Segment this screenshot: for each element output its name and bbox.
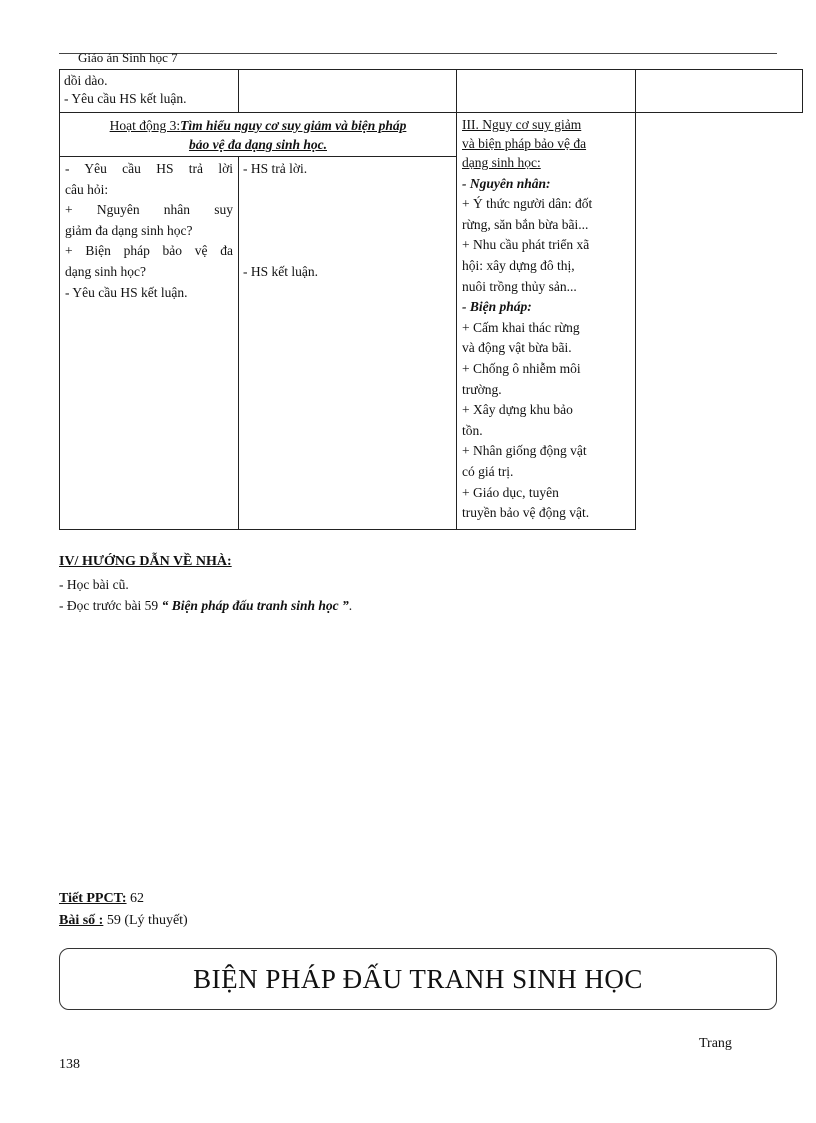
prev-row-col4 xyxy=(635,69,803,113)
measure-line: có giá trị. xyxy=(462,463,514,479)
activity-title-cont: bảo vệ đa dạng sinh học. xyxy=(188,137,327,152)
teacher-activity-cell xyxy=(59,156,239,530)
prev-row-col1 xyxy=(59,69,239,113)
prev-row-col2 xyxy=(238,69,457,113)
header-title: Giáo án Sinh học 7 xyxy=(78,50,178,65)
prev-row-line: - Yêu cầu HS kết luận. xyxy=(64,91,187,106)
cause-line: rừng, săn bắn bừa bãi... xyxy=(462,216,589,232)
measure-line: + Chống ô nhiễm môi xyxy=(462,360,581,376)
teacher-line: dạng sinh học? xyxy=(65,263,146,279)
cause-label: - Nguyên nhân: xyxy=(462,175,551,191)
teacher-line: - Yêu cầu HS kết luận. xyxy=(65,284,188,300)
period-value: 62 xyxy=(126,891,145,906)
page-number: 138 xyxy=(59,1057,80,1072)
cause-line: nuôi trồng thủy sản... xyxy=(462,278,577,294)
measure-line: tồn. xyxy=(462,422,483,438)
student-line: - HS kết luận. xyxy=(243,264,318,279)
teacher-line: câu hỏi: xyxy=(65,181,109,197)
prev-row-line: dồi dào. xyxy=(64,73,108,88)
activity-title: Tìm hiểu nguy cơ suy giảm và biện pháp xyxy=(180,118,407,133)
measure-line: + Xây dựng khu bảo xyxy=(462,402,573,418)
content-heading: và biện pháp bảo vệ đa xyxy=(462,136,587,151)
teacher-line: - Yêu cầu HS trả lời xyxy=(65,161,233,176)
homework-item-lesson: “ Biện pháp đấu tranh sinh học ” xyxy=(161,598,349,613)
content-cell xyxy=(456,112,636,530)
prev-row-col3 xyxy=(456,69,636,113)
content-heading: III. Nguy cơ suy giảm xyxy=(462,117,582,132)
student-line: - HS trả lời. xyxy=(243,161,308,176)
measure-line: + Cấm khai thác rừng xyxy=(462,319,580,335)
teacher-line: + Biện pháp bảo vệ đa xyxy=(65,243,233,259)
measure-line: + Giáo dục, tuyên xyxy=(462,484,559,500)
homework-item-suffix: . xyxy=(348,598,353,613)
measure-label: - Biện pháp: xyxy=(462,299,532,315)
cause-line: + Ý thức người dân: đốt xyxy=(462,196,593,212)
homework-item xyxy=(59,597,352,615)
lesson-number-line xyxy=(59,912,188,930)
lesson-label: Bài số : xyxy=(59,913,104,928)
cause-line: + Nhu cầu phát triển xã xyxy=(462,237,590,253)
period-line xyxy=(59,890,144,908)
page-label: Trang xyxy=(699,1036,732,1051)
homework-item: - Học bài cũ. xyxy=(59,577,129,592)
teacher-line: + Nguyên nhân suy xyxy=(65,202,233,218)
homework-title: IV/ HƯỚNG DẪN VỀ NHÀ: xyxy=(59,554,232,569)
measure-line: + Nhân giống động vật xyxy=(462,443,587,459)
lesson-title: BIỆN PHÁP ĐẤU TRANH SINH HỌC xyxy=(193,963,643,994)
content-heading: dạng sinh học: xyxy=(462,155,541,170)
student-activity-cell xyxy=(238,156,457,530)
period-label: Tiết PPCT: xyxy=(59,891,127,906)
cause-line: hội: xây dựng đô thị, xyxy=(462,257,575,273)
measure-line: trường. xyxy=(462,381,502,397)
lesson-title-box xyxy=(59,948,777,1010)
measure-line: truyền bảo vệ động vật. xyxy=(462,505,590,521)
activity-header xyxy=(59,112,457,157)
homework-item-prefix: - Đọc trước bài 59 xyxy=(59,598,162,613)
lesson-value: 59 (Lý thuyết) xyxy=(103,913,188,928)
measure-line: và động vật bừa bãi. xyxy=(462,340,572,356)
teacher-line: giảm đa dạng sinh học? xyxy=(65,222,193,238)
activity-prefix: Hoạt động 3: xyxy=(109,118,181,133)
